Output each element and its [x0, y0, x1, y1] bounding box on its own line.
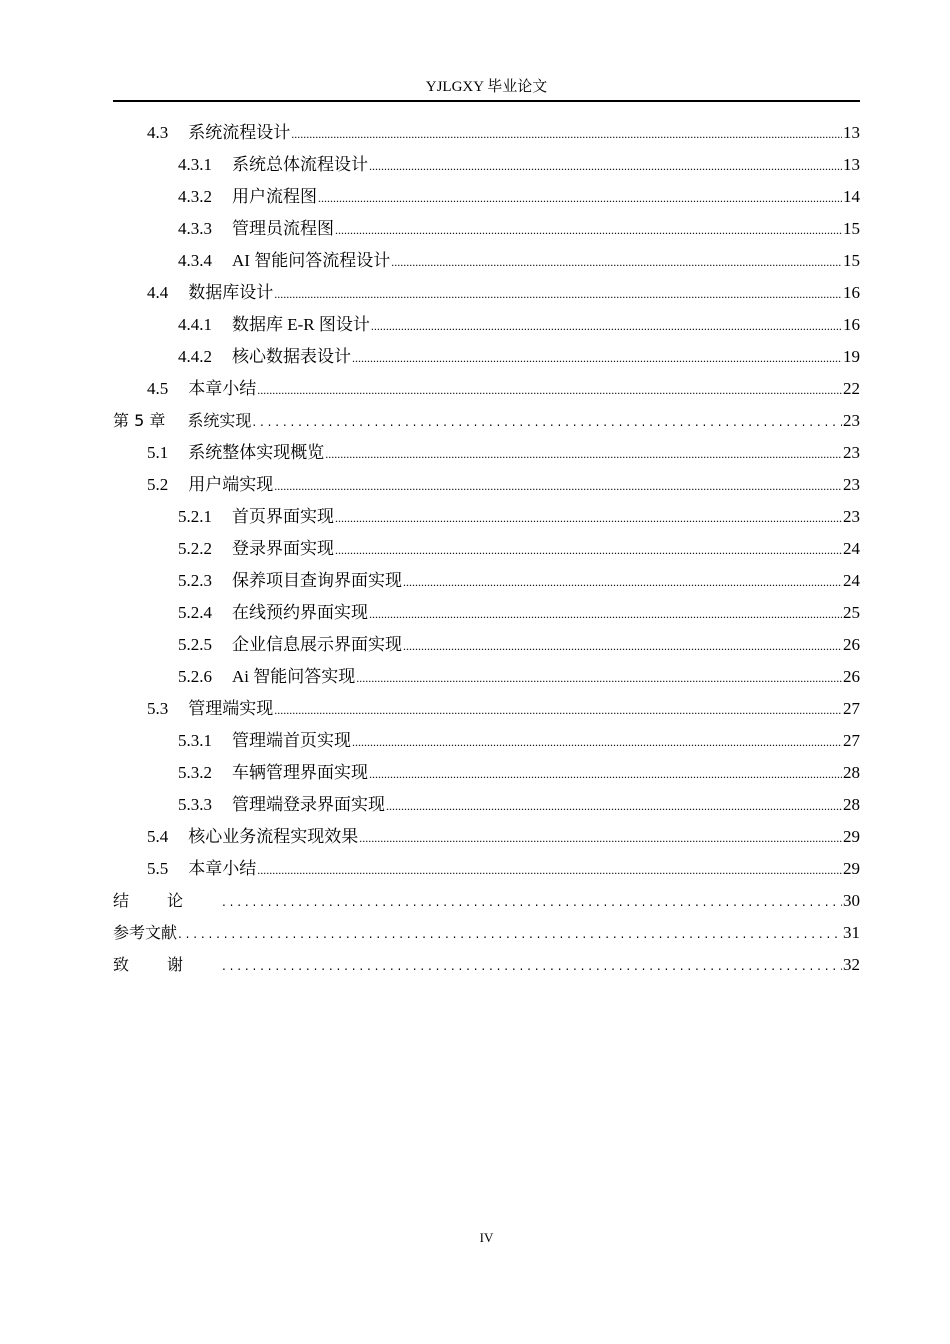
- toc-entry-title: 系统整体实现概览: [188, 443, 325, 462]
- toc-entry[interactable]: [113, 277, 860, 309]
- toc-entry[interactable]: [113, 757, 860, 789]
- toc-entry-page: 23: [843, 411, 860, 430]
- toc-entry-title: 系统实现: [187, 411, 252, 430]
- toc-entry-number: 5.2: [147, 475, 169, 494]
- toc-dot-leader: [222, 949, 842, 982]
- toc-dot-leader: [359, 821, 842, 854]
- toc-entry-number: 5.2.2: [178, 539, 212, 558]
- toc-dot-leader: [318, 181, 842, 214]
- toc-entry[interactable]: [113, 885, 860, 917]
- toc-dot-leader: [252, 405, 842, 438]
- toc-entry[interactable]: [113, 693, 860, 725]
- toc-entry-page: 23: [843, 507, 860, 526]
- toc-entry-title: 企业信息展示界面实现: [232, 635, 402, 654]
- toc-entry[interactable]: [113, 501, 860, 533]
- toc-dot-leader: [371, 309, 842, 342]
- toc-entry[interactable]: [113, 597, 860, 629]
- toc-entry[interactable]: [113, 917, 860, 949]
- toc-dot-leader: [222, 885, 842, 918]
- toc-entry-title: Ai 智能问答实现: [232, 667, 356, 686]
- toc-entry-page: 26: [843, 635, 860, 654]
- toc-entry[interactable]: [113, 533, 860, 565]
- toc-entry-title: 数据库设计: [188, 283, 274, 302]
- toc-entry-number: 第 5 章: [113, 411, 166, 430]
- toc-entry-title: 系统流程设计: [188, 123, 291, 142]
- page-number: IV: [479, 1230, 494, 1245]
- toc-dot-leader: [403, 565, 842, 598]
- toc-entry[interactable]: [113, 149, 860, 181]
- toc-entry-title: 致谢: [113, 955, 222, 974]
- toc-entry-title: 登录界面实现: [232, 539, 334, 558]
- toc-dot-leader: [274, 693, 842, 726]
- toc-entry-page: 15: [843, 251, 860, 270]
- toc-entry-page: 19: [843, 347, 860, 366]
- toc-dot-leader: [257, 373, 842, 406]
- toc-entry-title: 管理端实现: [188, 699, 274, 718]
- toc-entry-number: 5.4: [147, 827, 169, 846]
- toc-entry[interactable]: [113, 437, 860, 469]
- toc-entry-title: 结论: [113, 891, 222, 910]
- header-title: YJLGXY 毕业论文: [425, 79, 548, 95]
- toc-entry[interactable]: [113, 405, 860, 437]
- toc-dot-leader: [352, 725, 842, 758]
- toc-entry-number: 5.2.3: [178, 571, 212, 590]
- toc-entry[interactable]: [113, 213, 860, 245]
- toc-dot-leader: [178, 917, 842, 950]
- toc-entry-number: 4.4.1: [178, 315, 212, 334]
- toc-entry[interactable]: [113, 725, 860, 757]
- toc-entry[interactable]: [113, 949, 860, 981]
- toc-entry-page: 25: [843, 603, 860, 622]
- toc-entry-title: 用户流程图: [232, 187, 317, 206]
- toc-dot-leader: [369, 597, 842, 630]
- toc-entry-title: 在线预约界面实现: [232, 603, 368, 622]
- toc-entry-title: 系统总体流程设计: [232, 155, 368, 174]
- toc-dot-leader: [356, 661, 842, 694]
- toc-dot-leader: [369, 757, 842, 790]
- toc-entry-title: 本章小结: [188, 379, 257, 398]
- toc-entry-page: 14: [843, 187, 860, 206]
- header-divider: [113, 100, 860, 102]
- toc-entry-page: 22: [843, 379, 860, 398]
- toc-entry-number: 4.4: [147, 283, 169, 302]
- toc-entry-title: 本章小结: [188, 859, 257, 878]
- toc-entry-number: 4.4.2: [178, 347, 212, 366]
- toc-entry-title: 车辆管理界面实现: [232, 763, 368, 782]
- toc-entry-page: 15: [843, 219, 860, 238]
- toc-entry[interactable]: [113, 309, 860, 341]
- toc-entry-number: 5.3.2: [178, 763, 212, 782]
- toc-entry-page: 23: [843, 443, 860, 462]
- toc-entry-page: 24: [843, 571, 860, 590]
- toc-entry-number: 4.3.4: [178, 251, 212, 270]
- toc-entry[interactable]: [113, 565, 860, 597]
- toc-dot-leader: [335, 501, 842, 534]
- toc-entry[interactable]: [113, 373, 860, 405]
- toc-entry-page: 30: [843, 891, 860, 910]
- page-header: [113, 76, 860, 98]
- toc-entry-title: 用户端实现: [188, 475, 274, 494]
- toc-dot-leader: [335, 533, 842, 566]
- toc-entry-number: 5.2.6: [178, 667, 212, 686]
- toc-entry-page: 24: [843, 539, 860, 558]
- toc-entry-page: 26: [843, 667, 860, 686]
- toc-entry-page: 23: [843, 475, 860, 494]
- toc-entry-title: 数据库 E-R 图设计: [232, 315, 370, 334]
- toc-dot-leader: [391, 245, 842, 278]
- toc-dot-leader: [369, 149, 842, 182]
- toc-entry-page: 32: [843, 955, 860, 974]
- toc-entry-number: 5.2.5: [178, 635, 212, 654]
- toc-entry-number: 5.5: [147, 859, 169, 878]
- toc-entry-title: AI 智能问答流程设计: [232, 251, 391, 270]
- toc-entry-number: 5.2.1: [178, 507, 212, 526]
- toc-dot-leader: [257, 853, 842, 886]
- toc-entry-number: 4.3: [147, 123, 169, 142]
- toc-entry-number: 5.3: [147, 699, 169, 718]
- toc-dot-leader: [386, 789, 842, 822]
- toc-entry-number: 4.3.3: [178, 219, 212, 238]
- toc-dot-leader: [291, 117, 842, 150]
- toc-entry-number: 5.3.3: [178, 795, 212, 814]
- toc-entry-title: 核心业务流程实现效果: [188, 827, 359, 846]
- toc-entry-title: 保养项目查询界面实现: [232, 571, 402, 590]
- toc-entry-number: 5.1: [147, 443, 169, 462]
- toc-entry-title: 管理端首页实现: [232, 731, 351, 750]
- toc-dot-leader: [403, 629, 842, 662]
- toc-dot-leader: [335, 213, 842, 246]
- toc-entry-title: 参考文献: [113, 923, 178, 942]
- toc-entry-number: 5.2.4: [178, 603, 212, 622]
- toc-entry-number: 4.3.1: [178, 155, 212, 174]
- toc-entry[interactable]: [113, 469, 860, 501]
- toc-entry[interactable]: [113, 629, 860, 661]
- toc-entry-page: 13: [843, 155, 860, 174]
- toc-entry[interactable]: [113, 181, 860, 213]
- toc-entry-page: 31: [843, 923, 860, 942]
- toc-entry-page: 27: [843, 731, 860, 750]
- page-footer: [113, 1230, 860, 1246]
- toc-entry[interactable]: [113, 245, 860, 277]
- toc-entry-page: 29: [843, 827, 860, 846]
- toc-entry-page: 16: [843, 283, 860, 302]
- toc-entry-page: 13: [843, 123, 860, 142]
- toc-entry[interactable]: [113, 821, 860, 853]
- toc-entry-number: 4.5: [147, 379, 169, 398]
- toc-entry[interactable]: [113, 117, 860, 149]
- toc-entry-title: 管理员流程图: [232, 219, 334, 238]
- toc-entry-page: 29: [843, 859, 860, 878]
- toc-entry[interactable]: [113, 341, 860, 373]
- toc-entry-title: 管理端登录界面实现: [232, 795, 385, 814]
- toc-entry-page: 28: [843, 763, 860, 782]
- toc-entry-page: 28: [843, 795, 860, 814]
- toc-entry-number: 5.3.1: [178, 731, 212, 750]
- toc-dot-leader: [274, 469, 842, 502]
- toc-entry-title: 核心数据表设计: [232, 347, 351, 366]
- toc-dot-leader: [274, 277, 842, 310]
- toc-entry-page: 16: [843, 315, 860, 334]
- table-of-contents: [113, 117, 860, 981]
- toc-entry[interactable]: [113, 853, 860, 885]
- toc-dot-leader: [325, 437, 842, 470]
- toc-entry[interactable]: [113, 661, 860, 693]
- toc-entry[interactable]: [113, 789, 860, 821]
- toc-entry-page: 27: [843, 699, 860, 718]
- toc-entry-title: 首页界面实现: [232, 507, 334, 526]
- toc-dot-leader: [352, 341, 842, 374]
- toc-entry-number: 4.3.2: [178, 187, 212, 206]
